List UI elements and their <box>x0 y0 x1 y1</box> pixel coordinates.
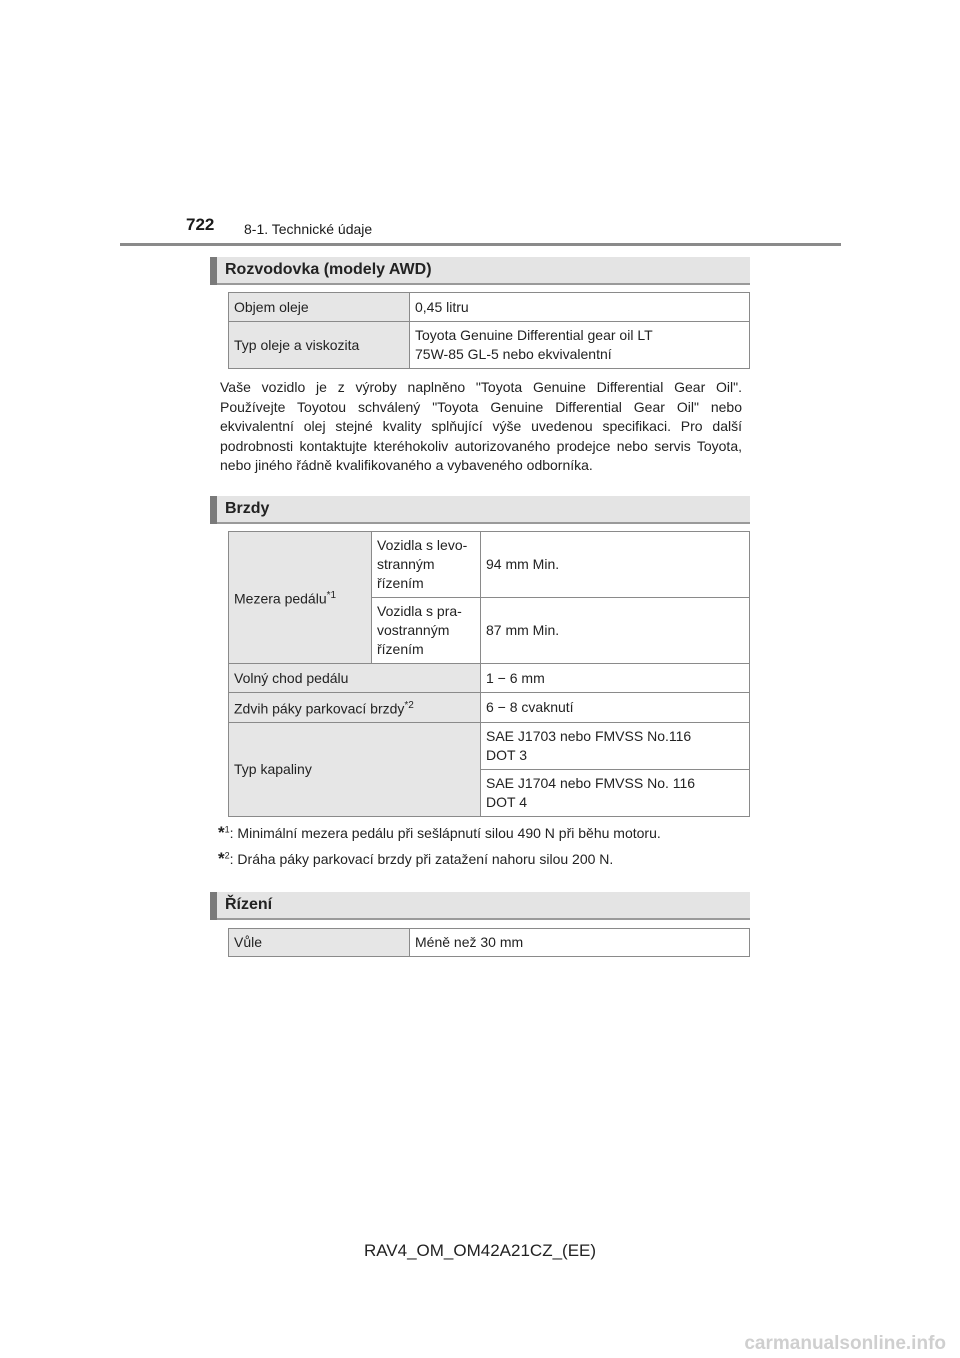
table-row <box>229 293 750 322</box>
document-code: RAV4_OM_OM42A21CZ_(EE) <box>363 1241 597 1260</box>
spec-label: Vozidla s pra-vostranným řízením <box>372 598 481 664</box>
table-row <box>229 693 750 723</box>
header-rule <box>120 243 841 246</box>
table-row <box>229 532 750 598</box>
section-title: Brzdy <box>225 500 270 517</box>
spec-label: Typ oleje a viskozita <box>229 322 410 369</box>
footnote-number: 2 <box>224 850 230 861</box>
table-row <box>229 322 750 369</box>
watermark: carmanualsonline.info <box>744 1333 946 1354</box>
spec-value-line: DOT 3 <box>486 746 527 763</box>
spec-value: 0,45 litru <box>410 293 750 322</box>
table-row <box>229 929 750 957</box>
footnote-text: : Dráha páky parkovací brzdy při zatažení nahoru silou 200 N. <box>229 851 614 867</box>
section-title: Řízení <box>225 896 273 913</box>
footnote-text: : Minimální mezera pedálu při sešlápnutí silou 490 N při běhu motoru. <box>229 825 661 841</box>
pedal-gap-label: Mezera pedálu <box>234 590 327 607</box>
chapter-title: 8-1. Technické údaje <box>244 221 373 237</box>
spec-label: Volný chod pedálu <box>229 664 481 693</box>
footnote-number: 1 <box>224 824 230 835</box>
section-header-awd <box>210 257 750 285</box>
spec-label: Vůle <box>229 929 410 957</box>
awd-spec-table <box>228 292 750 369</box>
steering-spec-table <box>228 928 750 957</box>
section-header-steering <box>210 892 750 920</box>
brakes-spec-table <box>228 531 750 817</box>
spec-value-line: Toyota Genuine Differential gear oil LT <box>415 327 653 343</box>
spec-value-line: SAE J1704 nebo FMVSS No. 116 <box>486 774 696 791</box>
spec-label: Objem oleje <box>229 293 410 322</box>
spec-value: 87 mm Min. <box>481 598 750 664</box>
spec-value: 1 − 6 mm <box>481 664 750 693</box>
spec-value-line: SAE J1703 nebo FMVSS No.116 <box>486 727 692 744</box>
spec-value: Méně než 30 mm <box>410 929 750 957</box>
parking-lever-label: Zdvih páky parkovací brzdy <box>234 700 405 717</box>
footnote-star: * <box>218 823 225 842</box>
section-title: Rozvodovka (modely AWD) <box>225 261 432 278</box>
spec-value <box>410 322 750 369</box>
spec-label: Vozidla s levo-stranným řízením <box>372 532 481 598</box>
spec-label: Typ kapaliny <box>229 722 481 816</box>
spec-value: 6 − 8 cvaknutí <box>481 693 750 723</box>
footnote-ref: *2 <box>404 700 414 711</box>
spec-value <box>481 769 750 816</box>
footnote-star: * <box>218 849 225 868</box>
awd-paragraph: Vaše vozidlo je z výroby naplněno "Toyota Genuine Differential Gear Oil". Používejte Toyotou schválený "Toyota Genuine Differential Gear Oil" nebo ekvivalentní olej stejné kvality splňující výše uvedenou specifikaci. Pro další podrobnosti kontaktujte kteréhokoliv autorizovaného prodejce nebo servis Toyota, nebo jiného řádně kvalifikovaného a vybaveného odborníka. <box>220 379 742 473</box>
page-number: 722 <box>186 215 215 234</box>
spec-value-line: 75W-85 GL-5 nebo ekvivalentní <box>415 346 612 362</box>
footnote-2 <box>218 849 613 869</box>
footnote-1 <box>218 823 661 843</box>
footnote-ref: *1 <box>326 590 337 602</box>
section-header-brakes <box>210 496 750 524</box>
spec-value-line: DOT 4 <box>486 793 527 810</box>
spec-label <box>229 532 372 664</box>
spec-value <box>481 722 750 769</box>
table-row <box>229 664 750 693</box>
spec-label <box>229 693 481 723</box>
spec-value: 94 mm Min. <box>481 532 750 598</box>
table-row <box>229 722 750 769</box>
